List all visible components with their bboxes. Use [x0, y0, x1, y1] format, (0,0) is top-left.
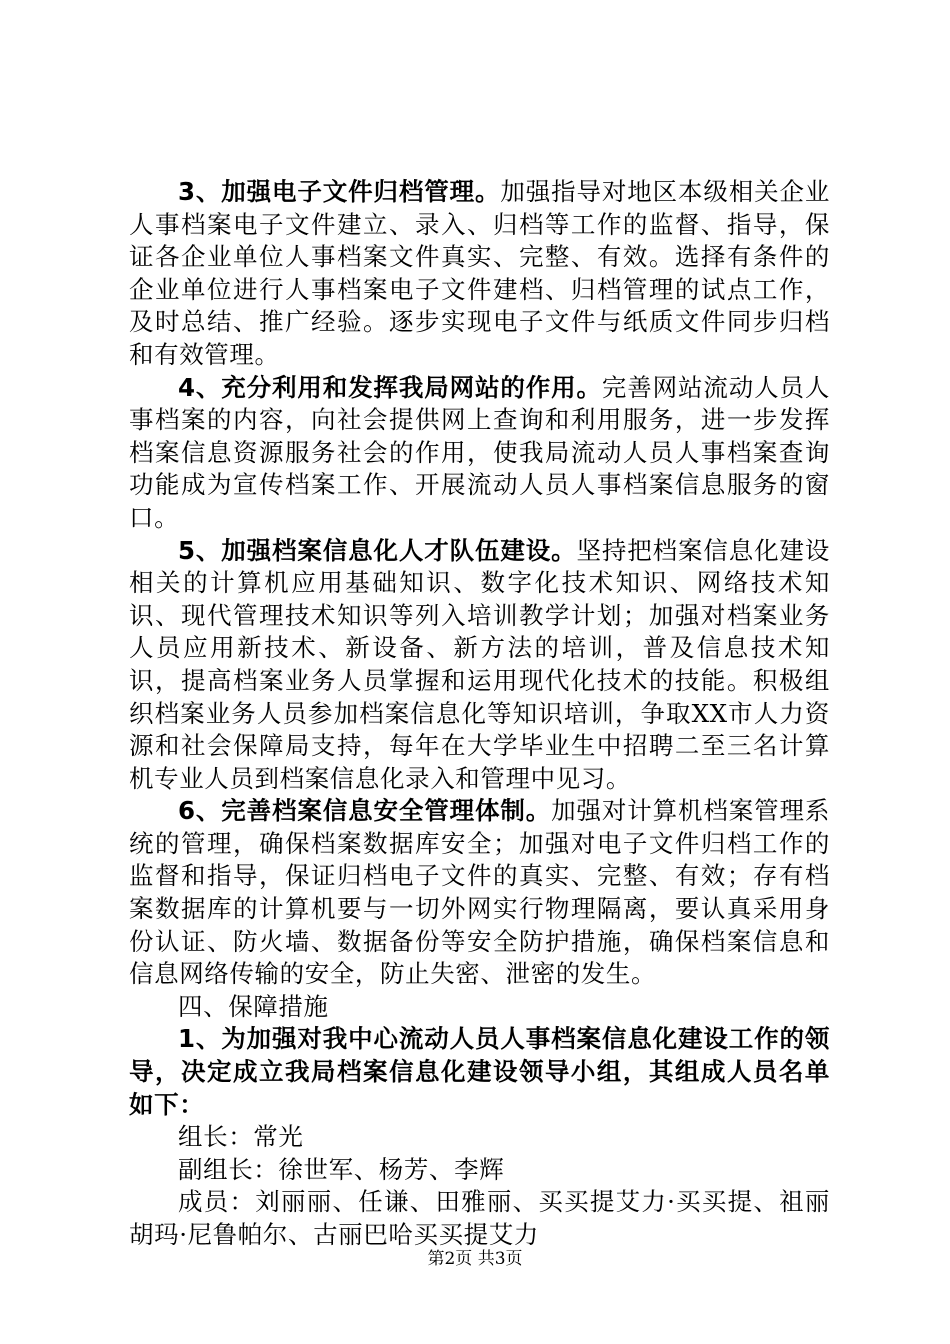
paragraph-text: 完善网站流动人员人事档案的内容，向社会提供网上查询和利用服务，进一步发挥档案信息资源服务社会的作用，使我局流动人员人事档案查询功能成为宣传档案工作、开展流动人员人事档案信息服务的窗口。 [129, 372, 830, 532]
measure-1: 1、为加强对我中心流动人员人事档案信息化建设工作的领导，决定成立我局档案信息化建设领导小组，其组成人员名单如下： [129, 1024, 830, 1119]
group-members: 成员：刘丽丽、任谦、田雅丽、买买提艾力·买买提、祖丽胡玛·尼鲁帕尔、古丽巴哈买买提艾力 [129, 1187, 830, 1249]
group-deputy-leaders: 副组长：徐世军、杨芳、李辉 [178, 1154, 505, 1184]
paragraph-text: 坚持把档案信息化建设相关的计算机应用基础知识、数字化技术知识、网络技术知识、现代管理技术知识等列入培训教学计划；加强对档案业务人员应用新技术、新设备、新方法的培训，普及信息技术知识，提高档案业务人员掌握和运用现代化技术的技能。积极组织档案业务人员参加档案信息化等知识培训，争取XX市人力资源和社会保障局支持，每年在大学毕业生中招聘二至三名计算机专业人员到档案信息化录入和管理中见习。 [129, 535, 830, 793]
paragraph-3 [129, 176, 830, 372]
paragraph-text: 加强指导对地区本级相关企业人事档案电子文件建立、录入、归档等工作的监督、指导，保证各企业单位人事档案文件真实、完整、有效。选择有条件的企业单位进行人事档案电子文件建档、归档管理的试点工作，及时总结、推广经验。逐步实现电子文件与纸质文件同步归档和有效管理。 [129, 177, 830, 369]
paragraph-text: 加强对计算机档案管理系统的管理，确保档案数据库安全；加强对电子文件归档工作的监督和指导，保证归档电子文件的真实、完整、有效；存有档案数据库的计算机要与一切外网实行物理隔离，要认真采用身份认证、防火墙、数据备份等安全防护措施，确保档案信息和信息网络传输的安全，防止失密、泄密的发生。 [129, 796, 830, 989]
document-body [129, 176, 830, 1252]
paragraph-lead: 3、加强电子文件归档管理。 [178, 177, 501, 206]
paragraph-4 [129, 372, 830, 535]
paragraph-6 [129, 795, 830, 991]
paragraph-lead: 5、加强档案信息化人才队伍建设。 [178, 535, 577, 565]
paragraph-5 [129, 535, 830, 796]
paragraph-lead: 4、充分利用和发挥我局网站的作用。 [178, 372, 602, 402]
group-leader: 组长：常光 [178, 1122, 304, 1152]
section-heading: 四、保障措施 [178, 991, 329, 1021]
page-footer: 第2页 共3页 [427, 1249, 523, 1269]
paragraph-lead: 6、完善档案信息安全管理体制。 [178, 796, 552, 826]
